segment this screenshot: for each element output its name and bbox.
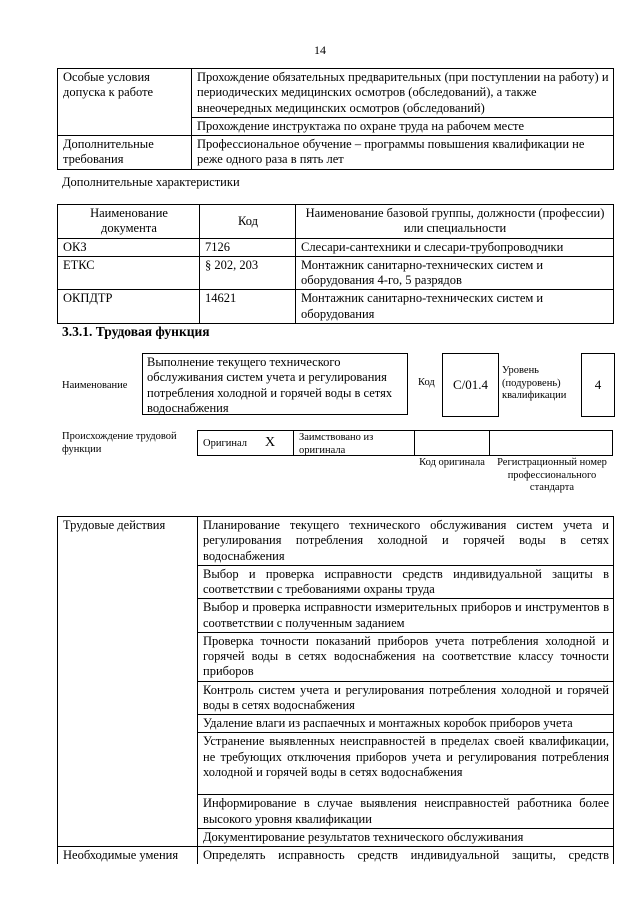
- additional-table: [57, 204, 614, 324]
- special-conditions-value-1: Прохождение обязательных предварительных (при поступлении на работу) и периодических медицинских осмотров (обследований), а также внеочередных медицинских осмотров (обследований): [192, 69, 614, 118]
- row-etks-doc: ЕТКС: [58, 256, 200, 290]
- function-code-value: С/01.4: [452, 377, 489, 392]
- actions-label: Трудовые действия: [58, 517, 198, 847]
- function-code-box: [442, 353, 499, 417]
- header-base-group: Наименование базовой группы, должности (профессии) или специальности: [296, 205, 614, 239]
- list-item: Контроль систем учета и регулирования потребления холодной и горячей воды в сетях водоснабжения: [198, 681, 614, 715]
- table-row: [58, 290, 614, 324]
- level-label: Уровень (подуровень) квалификации: [502, 365, 567, 402]
- borrowed-box: [293, 430, 415, 456]
- function-name-value: Выполнение текущего технического обслуживания систем учета и регулирования потребления холодной и горячей воды в сетях водоснабжения: [147, 355, 393, 415]
- list-item: Устранение выявленных неисправностей в пределах своей квалификации, не требующих отключения приборов учета и регулирования потребления холодной и горячей воды в сетях водоснабжения: [198, 733, 614, 795]
- function-name-box: [142, 353, 408, 415]
- row-okpdtr-code: 14621: [200, 290, 296, 324]
- list-item: Выбор и проверка исправности средств индивидуальной защиты в соответствии с требованиями охраны труда: [198, 565, 614, 599]
- list-item: Проверка точности показаний приборов учета потребления холодной и горячей воды в сетях водоснабжения на соответствие классу точности приборов: [198, 632, 614, 681]
- additional-requirements-label: Дополнительные требования: [58, 136, 192, 170]
- original-box: [197, 430, 294, 456]
- row-okpdtr-name: Монтажник санитарно-технических систем и оборудования: [296, 290, 614, 324]
- header-code: Код: [200, 205, 296, 239]
- row-okpdtr-doc: ОКПДТР: [58, 290, 200, 324]
- table-row: [58, 238, 614, 256]
- additional-characteristics-heading: Дополнительные характеристики: [62, 175, 240, 189]
- special-conditions-value-2: Прохождение инструктажа по охране труда на рабочем месте: [192, 117, 614, 135]
- original-code-caption: Код оригинала: [419, 457, 485, 468]
- special-conditions-label: Особые условия допуска к работе: [58, 69, 192, 136]
- name-label: Наименование: [62, 380, 128, 391]
- list-item: Выбор и проверка исправности измерительных приборов и инструментов в соответствии с полученным заданием: [198, 599, 614, 633]
- conditions-table: [57, 68, 614, 170]
- list-item: Планирование текущего технического обслуживания систем учета и регулирования потребления холодной и горячей воды в сетях водоснабжения: [198, 517, 614, 566]
- original-label: Оригинал: [203, 438, 247, 449]
- registration-number-box: [489, 430, 613, 456]
- actions-table: [57, 516, 614, 864]
- skills-first-item: Определять исправность средств индивидуальной защиты, средств: [198, 847, 614, 865]
- header-document: Наименование документа: [58, 205, 200, 239]
- skills-label: Необходимые умения: [58, 847, 198, 865]
- registration-number-caption: Регистрационный номер профессионального стандарта: [497, 457, 607, 494]
- additional-requirements-value: Профессиональное обучение – программы повышения квалификации не реже одного раза в пять лет: [192, 136, 614, 170]
- row-okz-code: 7126: [200, 238, 296, 256]
- row-okz-doc: ОКЗ: [58, 238, 200, 256]
- list-item: Документирование результатов технического обслуживания: [198, 828, 614, 846]
- list-item: Удаление влаги из распаечных и монтажных коробок приборов учета: [198, 715, 614, 733]
- row-okz-name: Слесари-сантехники и слесари-трубопроводчики: [296, 238, 614, 256]
- row-etks-name: Монтажник санитарно-технических систем и оборудования 4-го, 5 разрядов: [296, 256, 614, 290]
- function-heading: 3.3.1. Трудовая функция: [62, 324, 210, 339]
- level-value: 4: [594, 377, 602, 392]
- original-mark: X: [265, 435, 276, 450]
- code-label: Код: [418, 377, 435, 388]
- row-etks-code: § 202, 203: [200, 256, 296, 290]
- page-number: 14: [314, 43, 326, 57]
- borrowed-label: Заимствовано из оригинала: [299, 432, 374, 456]
- origin-label: Происхождение трудовой функции: [62, 431, 177, 455]
- original-code-box: [414, 430, 490, 456]
- table-row: [58, 256, 614, 290]
- level-box: [581, 353, 615, 417]
- list-item: Информирование в случае выявления неисправностей работника более высокого уровня квалификации: [198, 795, 614, 829]
